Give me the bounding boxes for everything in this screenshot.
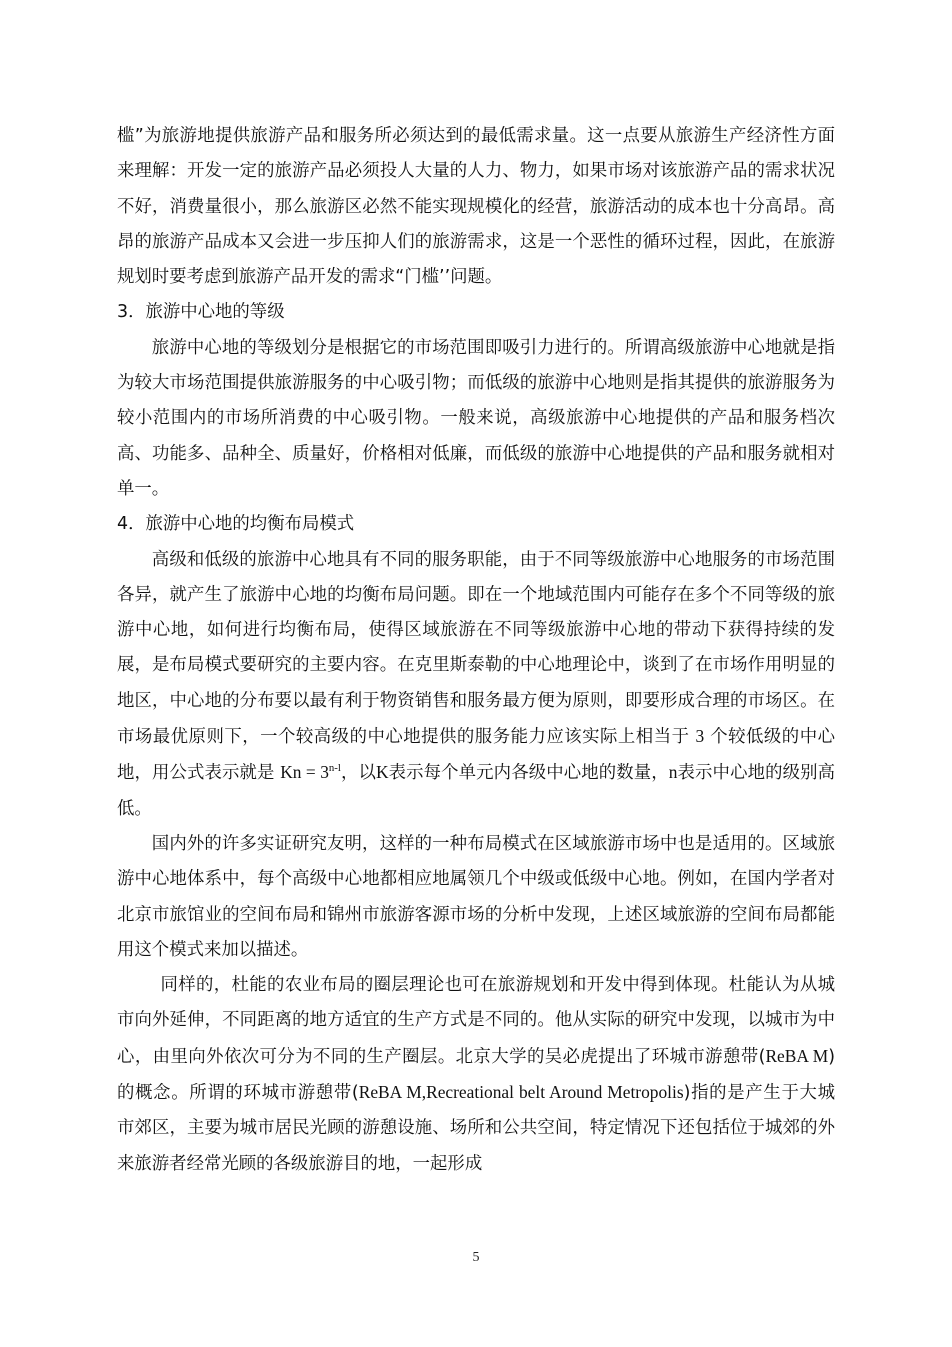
balanced-layout-text-after-1: ，以 (340, 763, 376, 784)
center-count-value: 3 (695, 726, 705, 747)
symbol-k: K (375, 762, 389, 783)
page-number: 5 (472, 1250, 480, 1265)
symbol-n: n (668, 762, 678, 783)
paragraph-demand-threshold: 槛”为旅游地提供旅游产品和服务所必须达到的最低需求量。这一点要从旅游生产经济性方面来理解：开发一定的旅游产品必须投人大量的人力、物力，如果市场对该旅游产品的需求状况不好，消费量很小，那么旅游区必然不能实现规模化的经营，旅游活动的成本也十分高昂。高昂的旅游产品成本又会进一步压抑人们的旅游需求，这是一个恶性的循环过程，因此，在旅游规划时要考虑到旅游产品开发的需求“门槛’’问题。 (117, 126, 835, 288)
thunen-text-1: 同样的，杜能的农业布局的圈层理论也可在旅游规划和开发中得到体现。杜能认为从城市向外延伸，不同距离的地方适宜的生产方式是不同的。他从实际的研究中发现，以城市为中心，由里向外依次可分为不同的生产圈层。北京大学的吴必虎提出了环城市游憩带( (117, 975, 835, 1067)
section-heading-3: 3．旅游中心地的等级 (117, 302, 285, 323)
balanced-layout-text-after-2: 表示每个单元内各级中心地的数量， (388, 763, 669, 784)
paragraph-center-grade: 旅游中心地的等级划分是根据它的市场范围即吸引力进行的。所谓高级旅游中心地就是指为较大市场范围提供旅游服务的中心吸引物；而低级的旅游中心地则是指其提供的旅游服务为较小范围内的市场所消费的中心吸引物。一般来说，高级旅游中心地提供的产品和服务档次高、功能多、品种全、质量好，价格相对低廉，而低级的旅游中心地提供的产品和服务就相对单一。 (117, 337, 835, 499)
thunen-text-2: )的概念。所谓的环城市游憩带( (117, 1046, 835, 1104)
reba-abbreviation: ReBA M (765, 1045, 829, 1066)
paragraph-empirical-research: 国内外的许多实证研究友明，这样的一种布局模式在区域旅游市场中也是适用的。区域旅游中心地体系中，每个高级中心地都相应地属领几个中级或低级中心地。例如，在国内学者对北京市旅馆业的空间布局和锦州市旅游客源市场的分析中发现，上述区域旅游的空间布局都能用这个模式来加以描述。 (117, 833, 835, 960)
reba-full-name: ReBA M,Recreational belt Around Metropolis (358, 1082, 684, 1103)
thunen-text-3: )指的是产生于大城市郊区，主要为城市居民光顾的游憩设施、场所和公共空间，特定情况下还包括位于城郊的外来旅游者经常光顾的各级旅游目的地，一起形成 (117, 1083, 835, 1174)
balanced-layout-text: 高级和低级的旅游中心地具有不同的服务职能，由于不同等级旅游中心地服务的市场范围各异，就产生了旅游中心地的均衡布局问题。即在一个地域范围内可能存在多个不同等级的旅游中心地，如何进行均衡布局，使得区域旅游在不同等级旅游中心地的带动下获得持续的发展，是布局模式要研究的主要内容。在克里斯泰勒的中心地理论中，谈到了在市场作用明显的地区，中心地的分布要以最有利于物资销售和服务最方便为原则，即要形成合理的市场区。在市场最优原则下，一个较高级的中心地提供的服务能力应该实际上相当于 (117, 549, 835, 748)
balanced-layout-text-mid: 个较低级的中心地，用公式表示就是 (117, 727, 835, 784)
page-body (117, 119, 835, 1182)
balanced-layout-text-after-3: 表示中心地的级别高低。 (117, 763, 835, 819)
paragraph-thunen-theory (117, 968, 835, 1182)
formula (280, 762, 341, 782)
formula-exponent: n-l (328, 762, 341, 775)
formula-base: Kn = 3 (280, 762, 329, 783)
paragraph-balanced-layout (117, 543, 835, 827)
section-heading-4: 4．旅游中心地的均衡布局模式 (117, 514, 355, 535)
